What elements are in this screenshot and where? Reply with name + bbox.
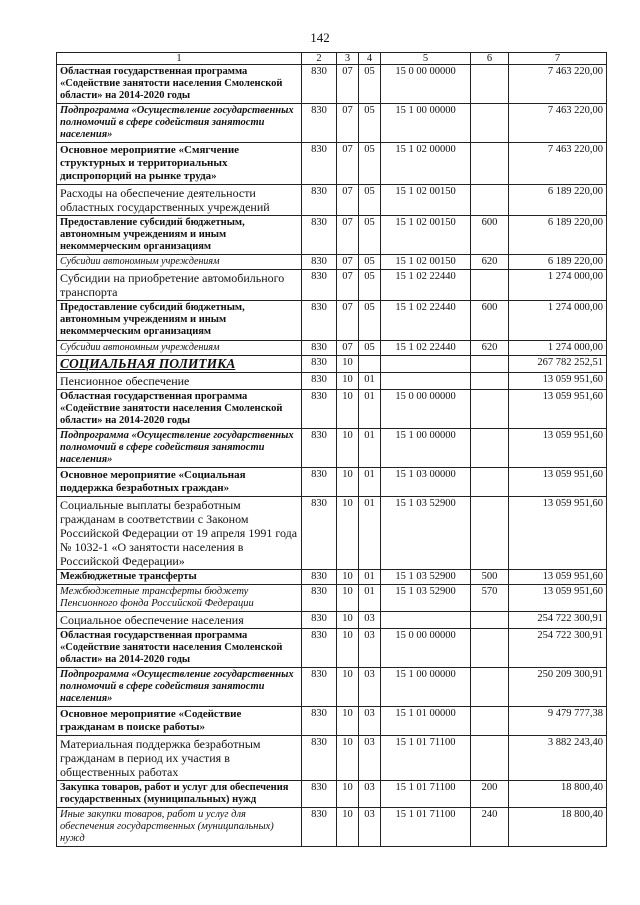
cell-ministry-code: 830 bbox=[302, 429, 337, 468]
row-name-cell: Закупка товаров, работ и услуг для обеспечения государственных (муниципальных) нужд bbox=[57, 781, 302, 808]
cell-target-article: 15 1 03 00000 bbox=[381, 468, 471, 497]
cell-expense-type: 240 bbox=[471, 808, 509, 847]
cell-section: 10 bbox=[337, 570, 359, 585]
cell-target-article: 15 1 01 00000 bbox=[381, 707, 471, 736]
cell-subsection: 01 bbox=[359, 429, 381, 468]
col-header-5: 5 bbox=[381, 53, 471, 65]
cell-section: 07 bbox=[337, 341, 359, 356]
row-name-cell: Субсидии автономным учреждениям bbox=[57, 341, 302, 356]
cell-subsection: 05 bbox=[359, 185, 381, 216]
table-row bbox=[57, 143, 607, 185]
cell-section: 10 bbox=[337, 668, 359, 707]
cell-amount: 254 722 300,91 bbox=[509, 629, 607, 668]
row-name-cell: Областная государственная программа «Содействие занятости населения Смоленской области» на 2014-2020 годы bbox=[57, 390, 302, 429]
cell-target-article bbox=[381, 373, 471, 390]
table-row bbox=[57, 736, 607, 781]
cell-amount: 7 463 220,00 bbox=[509, 104, 607, 143]
cell-target-article: 15 1 01 71100 bbox=[381, 808, 471, 847]
cell-subsection: 01 bbox=[359, 570, 381, 585]
cell-amount: 1 274 000,00 bbox=[509, 270, 607, 301]
cell-ministry-code: 830 bbox=[302, 497, 337, 570]
cell-expense-type bbox=[471, 185, 509, 216]
cell-ministry-code: 830 bbox=[302, 104, 337, 143]
cell-subsection: 01 bbox=[359, 390, 381, 429]
table-row bbox=[57, 255, 607, 270]
cell-section: 10 bbox=[337, 612, 359, 629]
cell-subsection: 05 bbox=[359, 65, 381, 104]
cell-expense-type bbox=[471, 497, 509, 570]
cell-section: 10 bbox=[337, 390, 359, 429]
table-row bbox=[57, 104, 607, 143]
cell-expense-type bbox=[471, 736, 509, 781]
cell-section: 07 bbox=[337, 143, 359, 185]
row-name-cell: Основное мероприятие «Содействие гражданам в поиске работы» bbox=[57, 707, 302, 736]
table-row bbox=[57, 341, 607, 356]
cell-section: 10 bbox=[337, 468, 359, 497]
table-row bbox=[57, 356, 607, 373]
cell-subsection: 01 bbox=[359, 585, 381, 612]
cell-subsection: 05 bbox=[359, 255, 381, 270]
cell-section: 10 bbox=[337, 356, 359, 373]
cell-section: 10 bbox=[337, 429, 359, 468]
table-row bbox=[57, 468, 607, 497]
row-name-cell: Иные закупки товаров, работ и услуг для обеспечения государственных (муниципальных) нужд bbox=[57, 808, 302, 847]
cell-amount: 9 479 777,38 bbox=[509, 707, 607, 736]
cell-ministry-code: 830 bbox=[302, 570, 337, 585]
cell-section: 10 bbox=[337, 781, 359, 808]
cell-target-article: 15 1 00 00000 bbox=[381, 668, 471, 707]
col-header-1: 1 bbox=[57, 53, 302, 65]
cell-subsection: 03 bbox=[359, 707, 381, 736]
cell-section: 07 bbox=[337, 185, 359, 216]
cell-target-article: 15 1 03 52900 bbox=[381, 570, 471, 585]
cell-section: 07 bbox=[337, 104, 359, 143]
cell-subsection: 03 bbox=[359, 781, 381, 808]
cell-target-article: 15 1 00 00000 bbox=[381, 429, 471, 468]
cell-target-article: 15 1 02 22440 bbox=[381, 301, 471, 341]
cell-target-article: 15 0 00 00000 bbox=[381, 629, 471, 668]
cell-amount: 267 782 252,51 bbox=[509, 356, 607, 373]
cell-subsection: 05 bbox=[359, 104, 381, 143]
cell-amount: 6 189 220,00 bbox=[509, 255, 607, 270]
cell-target-article: 15 1 02 22440 bbox=[381, 270, 471, 301]
cell-section: 10 bbox=[337, 808, 359, 847]
cell-expense-type: 570 bbox=[471, 585, 509, 612]
cell-section: 10 bbox=[337, 373, 359, 390]
table-row bbox=[57, 668, 607, 707]
cell-amount: 13 059 951,60 bbox=[509, 390, 607, 429]
cell-ministry-code: 830 bbox=[302, 612, 337, 629]
cell-section: 07 bbox=[337, 216, 359, 255]
row-name-cell: Основное мероприятие «Социальная поддержка безработных граждан» bbox=[57, 468, 302, 497]
cell-subsection: 05 bbox=[359, 341, 381, 356]
row-name-cell: Подпрограмма «Осуществление государственных полномочий в сфере содействия занятости населения» bbox=[57, 668, 302, 707]
cell-section: 10 bbox=[337, 736, 359, 781]
cell-section: 07 bbox=[337, 270, 359, 301]
cell-ministry-code: 830 bbox=[302, 707, 337, 736]
col-header-7: 7 bbox=[509, 53, 607, 65]
cell-section: 10 bbox=[337, 707, 359, 736]
cell-expense-type bbox=[471, 143, 509, 185]
table-row bbox=[57, 808, 607, 847]
cell-expense-type: 620 bbox=[471, 341, 509, 356]
cell-amount: 13 059 951,60 bbox=[509, 585, 607, 612]
cell-target-article: 15 1 02 22440 bbox=[381, 341, 471, 356]
row-name-cell: Предоставление субсидий бюджетным, автономным учреждениям и иным некоммерческим организациям bbox=[57, 301, 302, 341]
cell-amount: 18 800,40 bbox=[509, 808, 607, 847]
cell-ministry-code: 830 bbox=[302, 216, 337, 255]
cell-subsection: 05 bbox=[359, 301, 381, 341]
cell-target-article: 15 1 03 52900 bbox=[381, 585, 471, 612]
cell-target-article: 15 1 03 52900 bbox=[381, 497, 471, 570]
cell-amount: 13 059 951,60 bbox=[509, 373, 607, 390]
cell-expense-type bbox=[471, 270, 509, 301]
row-name-cell: Подпрограмма «Осуществление государственных полномочий в сфере содействия занятости населения» bbox=[57, 104, 302, 143]
row-name-cell: Расходы на обеспечение деятельности областных государственных учреждений bbox=[57, 185, 302, 216]
cell-ministry-code: 830 bbox=[302, 356, 337, 373]
cell-ministry-code: 830 bbox=[302, 373, 337, 390]
cell-target-article: 15 0 00 00000 bbox=[381, 65, 471, 104]
cell-section: 10 bbox=[337, 497, 359, 570]
cell-ministry-code: 830 bbox=[302, 736, 337, 781]
cell-section: 07 bbox=[337, 255, 359, 270]
cell-expense-type: 200 bbox=[471, 781, 509, 808]
col-header-6: 6 bbox=[471, 53, 509, 65]
table-row bbox=[57, 612, 607, 629]
table-row bbox=[57, 429, 607, 468]
cell-amount: 13 059 951,60 bbox=[509, 429, 607, 468]
cell-expense-type bbox=[471, 104, 509, 143]
cell-expense-type bbox=[471, 629, 509, 668]
row-name-cell: Межбюджетные трансферты bbox=[57, 570, 302, 585]
cell-amount: 13 059 951,60 bbox=[509, 570, 607, 585]
row-name-cell: Социальное обеспечение населения bbox=[57, 612, 302, 629]
cell-amount: 7 463 220,00 bbox=[509, 143, 607, 185]
table-row bbox=[57, 629, 607, 668]
row-name-cell: Субсидии автономным учреждениям bbox=[57, 255, 302, 270]
cell-section: 07 bbox=[337, 65, 359, 104]
row-name-cell: Областная государственная программа «Содействие занятости населения Смоленской области» на 2014-2020 годы bbox=[57, 65, 302, 104]
cell-subsection: 03 bbox=[359, 612, 381, 629]
cell-expense-type bbox=[471, 373, 509, 390]
cell-ministry-code: 830 bbox=[302, 270, 337, 301]
table-row bbox=[57, 270, 607, 301]
row-name-cell: Материальная поддержка безработным гражданам в период их участия в общественных работах bbox=[57, 736, 302, 781]
row-name-cell: Пенсионное обеспечение bbox=[57, 373, 302, 390]
col-header-3: 3 bbox=[337, 53, 359, 65]
cell-ministry-code: 830 bbox=[302, 468, 337, 497]
table-row bbox=[57, 301, 607, 341]
cell-subsection: 01 bbox=[359, 373, 381, 390]
cell-expense-type bbox=[471, 390, 509, 429]
cell-ministry-code: 830 bbox=[302, 65, 337, 104]
cell-expense-type bbox=[471, 429, 509, 468]
cell-amount: 7 463 220,00 bbox=[509, 65, 607, 104]
cell-amount: 250 209 300,91 bbox=[509, 668, 607, 707]
cell-ministry-code: 830 bbox=[302, 629, 337, 668]
cell-expense-type bbox=[471, 356, 509, 373]
row-name-cell: Предоставление субсидий бюджетным, автономным учреждениям и иным некоммерческим организациям bbox=[57, 216, 302, 255]
row-name-cell: СОЦИАЛЬНАЯ ПОЛИТИКА bbox=[57, 356, 302, 373]
cell-expense-type: 620 bbox=[471, 255, 509, 270]
table-row bbox=[57, 216, 607, 255]
cell-amount: 6 189 220,00 bbox=[509, 185, 607, 216]
cell-ministry-code: 830 bbox=[302, 143, 337, 185]
table-row bbox=[57, 707, 607, 736]
cell-ministry-code: 830 bbox=[302, 668, 337, 707]
cell-expense-type: 600 bbox=[471, 301, 509, 341]
table-row bbox=[57, 65, 607, 104]
table-row bbox=[57, 497, 607, 570]
cell-ministry-code: 830 bbox=[302, 341, 337, 356]
cell-section: 07 bbox=[337, 301, 359, 341]
row-name-cell: Межбюджетные трансферты бюджету Пенсионного фонда Российской Федерации bbox=[57, 585, 302, 612]
row-name-cell: Социальные выплаты безработным гражданам в соответствии с Законом Российской Федерации от 19 апреля 1991 года № 1032-1 «О занятости населения в Российской Федерации» bbox=[57, 497, 302, 570]
cell-ministry-code: 830 bbox=[302, 301, 337, 341]
cell-target-article bbox=[381, 356, 471, 373]
col-header-4: 4 bbox=[359, 53, 381, 65]
cell-section: 10 bbox=[337, 585, 359, 612]
cell-expense-type bbox=[471, 707, 509, 736]
cell-expense-type: 600 bbox=[471, 216, 509, 255]
cell-amount: 1 274 000,00 bbox=[509, 341, 607, 356]
row-name-cell: Субсидии на приобретение автомобильного транспорта bbox=[57, 270, 302, 301]
cell-expense-type bbox=[471, 612, 509, 629]
cell-amount: 3 882 243,40 bbox=[509, 736, 607, 781]
cell-subsection: 03 bbox=[359, 808, 381, 847]
cell-subsection bbox=[359, 356, 381, 373]
cell-subsection: 05 bbox=[359, 143, 381, 185]
cell-subsection: 05 bbox=[359, 270, 381, 301]
table-row bbox=[57, 781, 607, 808]
cell-expense-type bbox=[471, 668, 509, 707]
cell-target-article: 15 1 02 00150 bbox=[381, 255, 471, 270]
cell-target-article: 15 1 02 00150 bbox=[381, 216, 471, 255]
cell-section: 10 bbox=[337, 629, 359, 668]
col-header-2: 2 bbox=[302, 53, 337, 65]
cell-subsection: 03 bbox=[359, 668, 381, 707]
cell-ministry-code: 830 bbox=[302, 185, 337, 216]
cell-ministry-code: 830 bbox=[302, 390, 337, 429]
table-row bbox=[57, 585, 607, 612]
cell-subsection: 03 bbox=[359, 736, 381, 781]
row-name-cell: Областная государственная программа «Содействие занятости населения Смоленской области» на 2014-2020 годы bbox=[57, 629, 302, 668]
cell-target-article: 15 1 01 71100 bbox=[381, 736, 471, 781]
cell-expense-type bbox=[471, 65, 509, 104]
cell-target-article: 15 1 01 71100 bbox=[381, 781, 471, 808]
cell-expense-type bbox=[471, 468, 509, 497]
cell-subsection: 01 bbox=[359, 497, 381, 570]
row-name-cell: Подпрограмма «Осуществление государственных полномочий в сфере содействия занятости населения» bbox=[57, 429, 302, 468]
cell-amount: 1 274 000,00 bbox=[509, 301, 607, 341]
cell-amount: 6 189 220,00 bbox=[509, 216, 607, 255]
cell-ministry-code: 830 bbox=[302, 585, 337, 612]
cell-ministry-code: 830 bbox=[302, 808, 337, 847]
table-row bbox=[57, 390, 607, 429]
cell-subsection: 05 bbox=[359, 216, 381, 255]
cell-subsection: 01 bbox=[359, 468, 381, 497]
cell-amount: 18 800,40 bbox=[509, 781, 607, 808]
cell-expense-type: 500 bbox=[471, 570, 509, 585]
table-header-row bbox=[57, 53, 607, 65]
cell-amount: 13 059 951,60 bbox=[509, 468, 607, 497]
page-number: 142 bbox=[310, 30, 330, 45]
cell-target-article bbox=[381, 612, 471, 629]
table-row bbox=[57, 185, 607, 216]
table-row bbox=[57, 373, 607, 390]
cell-target-article: 15 0 00 00000 bbox=[381, 390, 471, 429]
cell-amount: 254 722 300,91 bbox=[509, 612, 607, 629]
table-row bbox=[57, 570, 607, 585]
row-name-cell: Основное мероприятие «Смягчение структурных и территориальных диспропорций на рынке труда» bbox=[57, 143, 302, 185]
cell-target-article: 15 1 00 00000 bbox=[381, 104, 471, 143]
cell-subsection: 03 bbox=[359, 629, 381, 668]
budget-table bbox=[56, 52, 607, 847]
cell-ministry-code: 830 bbox=[302, 781, 337, 808]
cell-amount: 13 059 951,60 bbox=[509, 497, 607, 570]
cell-ministry-code: 830 bbox=[302, 255, 337, 270]
cell-target-article: 15 1 02 00150 bbox=[381, 185, 471, 216]
cell-target-article: 15 1 02 00000 bbox=[381, 143, 471, 185]
